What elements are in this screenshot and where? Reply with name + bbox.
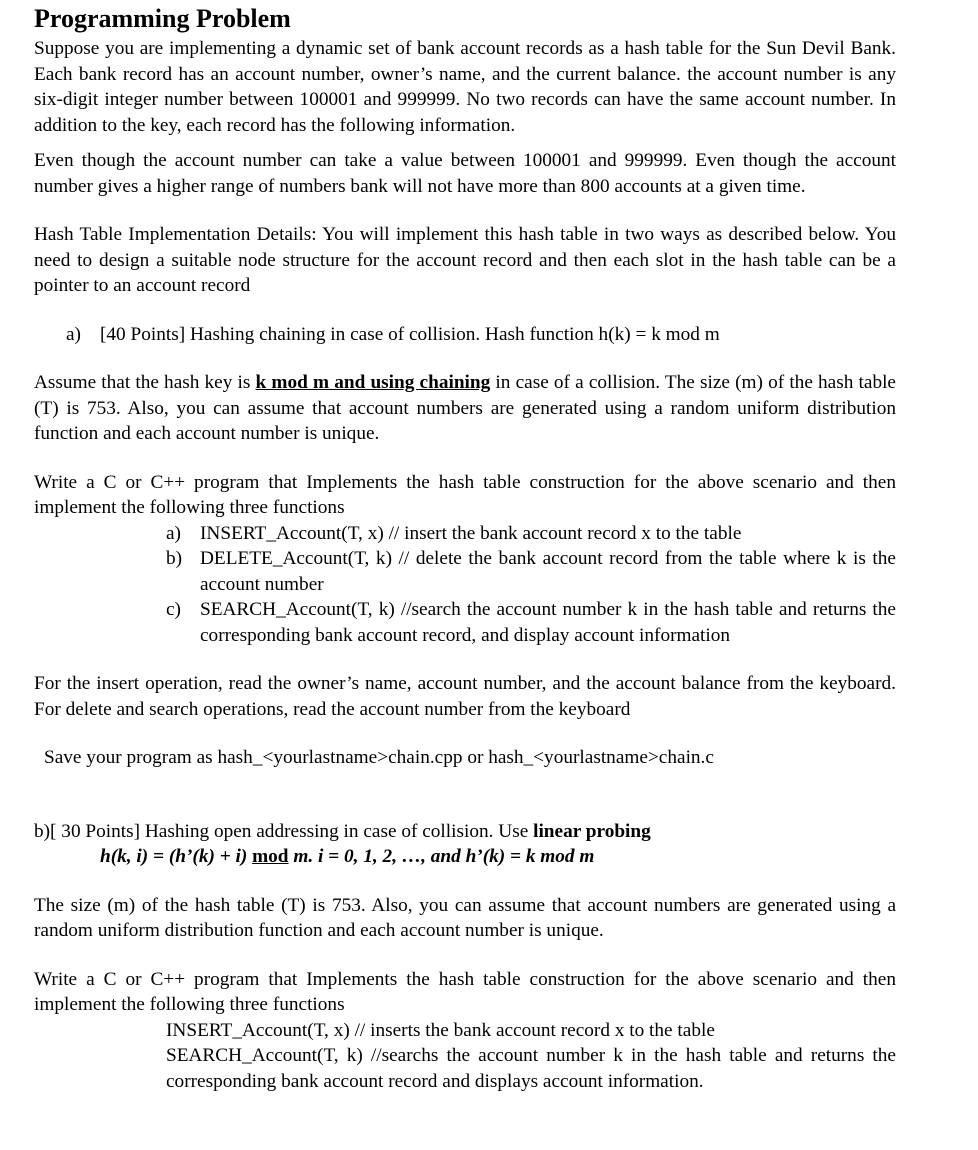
list-item-text: DELETE_Account(T, k) // delete the bank account record from the table where k is the account number	[200, 548, 896, 595]
list-item-label: b)	[166, 548, 183, 569]
formula-pre: h(k, i) = (h’(k) + i)	[100, 846, 253, 867]
assume-emphasis: k mod m and using chaining	[255, 372, 491, 393]
part-a-heading-text: [40 Points] Hashing chaining in case of collision. Hash function h(k) = k mod m	[100, 323, 720, 345]
part-b-function-list	[34, 1018, 896, 1095]
list-item-label: c)	[166, 599, 181, 620]
list-item	[166, 546, 896, 597]
implementation-details-paragraph: Hash Table Implementation Details: You will implement this hash table in two ways as described below. You need to design a suitable node structure for the account record and then each slot in the hash table can be a pointer to an account record	[34, 224, 896, 296]
formula-mod: mod	[252, 846, 289, 867]
list-item	[166, 521, 896, 547]
part-b-heading-emphasis: linear probing	[533, 820, 651, 842]
document-page	[34, 2, 896, 1094]
assume-pre: Assume that the hash key is	[34, 372, 256, 393]
list-item-label: a)	[166, 522, 181, 544]
part-b-heading	[34, 819, 896, 845]
part-a-label: a)	[66, 323, 81, 345]
list-item: SEARCH_Account(T, k) //searchs the account number k in the hash table and returns the corresponding bank account record and displays account information.	[166, 1045, 896, 1092]
formula-post: m. i = 0, 1, 2, …, and h’(k) = k mod m	[288, 846, 595, 867]
part-a-write-paragraph: Write a C or C++ program that Implements the hash table construction for the above scenario and then implement the following three functions	[34, 471, 896, 518]
io-note-paragraph: For the insert operation, read the owner’s name, account number, and the account balance from the keyboard. For delete and search operations, read the account number from the keyboard	[34, 673, 896, 720]
save-instruction: Save your program as hash_<yourlastname>chain.cpp or hash_<yourlastname>chain.c	[44, 747, 714, 768]
part-a-function-list	[34, 521, 896, 649]
part-b-heading-text: b)[ 30 Points] Hashing open addressing in case of collision. Use	[34, 820, 534, 842]
assume-post: in case of a collision. The size (m) of the hash table (T) is 753. Also, you can assume that account numbers are generated using a random uniform distribution function and each account number is unique.	[34, 372, 896, 444]
list-item-text: INSERT_Account(T, x) // insert the bank account record x to the table	[200, 522, 742, 544]
intro-paragraph: Suppose you are implementing a dynamic set of bank account records as a hash table for the Sun Devil Bank. Each bank record has an account number, owner’s name, and the current balance. the account number is any six-digit integer number between 100001 and 999999. No two records can have the same account number. In addition to the key, each record has the following information.	[34, 38, 896, 136]
part-a-heading	[34, 322, 896, 348]
part-b-write-paragraph: Write a C or C++ program that Implements the hash table construction for the above scenario and then implement the following three functions	[34, 968, 896, 1015]
part-b-size-paragraph: The size (m) of the hash table (T) is 753. Also, you can assume that account numbers are generated using a random uniform distribution function and each account number is unique.	[34, 894, 896, 941]
range-note-paragraph: Even though the account number can take a value between 100001 and 999999. Even though the account number gives a higher range of numbers bank will not have more than 800 accounts at a given time.	[34, 150, 896, 197]
page-title: Programming Problem	[34, 4, 291, 33]
part-a-assumption-paragraph	[34, 370, 896, 447]
list-item	[166, 597, 896, 648]
list-item: INSERT_Account(T, x) // inserts the bank account record x to the table	[166, 1019, 715, 1041]
part-b-formula	[34, 844, 896, 870]
list-item-text: SEARCH_Account(T, k) //search the account number k in the hash table and returns the corresponding bank account record, and display account information	[200, 599, 896, 646]
